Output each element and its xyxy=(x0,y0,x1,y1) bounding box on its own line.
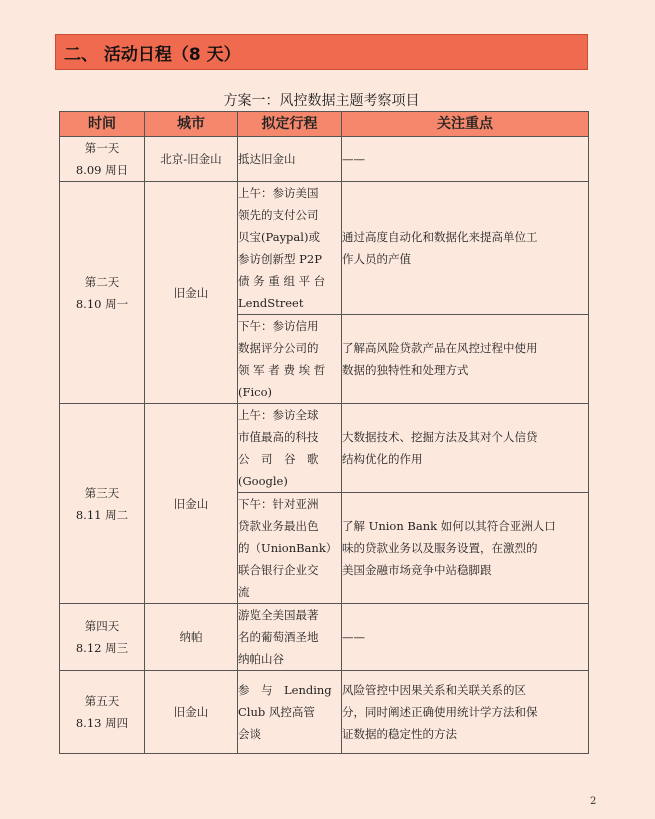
plan-caption: 方案一：风控数据主题考察项目 xyxy=(223,93,420,109)
itinerary-line: 贷款业务最出色 xyxy=(238,519,319,533)
itinerary-line: 债 务 重 组 平 台 xyxy=(238,274,326,288)
day-cell xyxy=(60,182,145,404)
day-label: 第一天 xyxy=(84,141,120,155)
focus-line: 风险管控中因果关系和关联关系的区 xyxy=(342,683,526,697)
focus-line: 作人员的产值 xyxy=(342,252,411,266)
day-label: 第五天 xyxy=(84,694,120,708)
itinerary-cell xyxy=(238,404,342,493)
itinerary-line: 领 军 者 费 埃 哲 xyxy=(238,363,326,377)
focus-cell xyxy=(342,404,589,493)
itinerary-line: (Google) xyxy=(238,474,288,488)
itinerary-line: 的（UnionBank） xyxy=(238,541,338,555)
itinerary-line: 数据评分公司的 xyxy=(238,341,319,355)
focus-line: 通过高度自动化和数据化来提高单位工 xyxy=(342,230,538,244)
itinerary-line: (Fico) xyxy=(238,385,272,399)
focus-line: —— xyxy=(342,630,365,644)
city-cell: 旧金山 xyxy=(145,182,238,404)
focus-cell xyxy=(342,137,589,182)
focus-line: 分，同时阐述正确使用统计学方法和保 xyxy=(342,705,538,719)
city-cell: 旧金山 xyxy=(145,671,238,754)
city-cell: 北京-旧金山 xyxy=(145,137,238,182)
itinerary-line: 抵达旧金山 xyxy=(238,152,296,166)
day-label: 第三天 xyxy=(84,485,120,500)
itinerary-cell xyxy=(238,137,342,182)
day-date: 8.09 周日 xyxy=(75,163,129,177)
section-title: 二、 活动日程（8 天） xyxy=(55,34,588,70)
itinerary-cell xyxy=(238,671,342,754)
itinerary-line: 领先的支付公司 xyxy=(238,208,319,222)
focus-cell xyxy=(342,315,589,404)
header-itinerary: 拟定行程 xyxy=(238,112,342,137)
itinerary-line: 上午：参访美国 xyxy=(238,186,319,200)
day-date: 8.13 周四 xyxy=(75,716,129,730)
itinerary-cell xyxy=(238,493,342,604)
focus-line: 大数据技术、挖掘方法及其对个人信贷 xyxy=(342,430,538,444)
day-label: 第四天 xyxy=(84,619,120,633)
day-cell xyxy=(60,404,145,604)
table-row xyxy=(60,604,589,671)
itinerary-line: 市值最高的科技 xyxy=(238,430,319,444)
itinerary-line: LendStreet xyxy=(238,296,304,310)
day-cell xyxy=(60,604,145,671)
page-number: 2 xyxy=(590,796,597,807)
day-cell xyxy=(60,137,145,182)
focus-cell xyxy=(342,493,589,604)
focus-line: 了解 Union Bank 如何以其符合亚洲人口 xyxy=(342,519,556,533)
table-row xyxy=(60,404,589,493)
day-date: 8.11 周二 xyxy=(75,507,129,522)
itinerary-cell xyxy=(238,182,342,315)
focus-cell xyxy=(342,671,589,754)
focus-line: 美国金融市场竞争中站稳脚跟 xyxy=(342,563,492,577)
table-row xyxy=(60,671,589,754)
itinerary-line: 游览全美国最著 xyxy=(238,608,319,622)
itinerary-line: 上午：参访全球 xyxy=(238,408,319,422)
itinerary-line: 纳帕山谷 xyxy=(238,652,284,666)
itinerary-line: 联合银行企业交 xyxy=(238,563,319,577)
focus-line: 了解高风险贷款产品在风控过程中使用 xyxy=(342,341,538,355)
header-time: 时间 xyxy=(60,112,145,137)
itinerary-line: 贝宝(Paypal)或 xyxy=(238,230,320,244)
city-cell: 旧金山 xyxy=(145,404,238,604)
focus-line: 结构优化的作用 xyxy=(342,452,423,466)
day-date: 8.12 周三 xyxy=(75,641,129,655)
itinerary-line: 参访创新型 P2P xyxy=(238,252,322,266)
focus-cell xyxy=(342,182,589,315)
itinerary-line: 会谈 xyxy=(238,727,261,741)
focus-line: 证数据的稳定性的方法 xyxy=(342,727,457,741)
itinerary-line: 下午：参访信用 xyxy=(238,319,319,333)
itinerary-line: Club 风控高管 xyxy=(238,705,315,719)
schedule-table xyxy=(59,111,589,754)
table-row xyxy=(60,182,589,315)
itinerary-cell xyxy=(238,604,342,671)
table-header-row xyxy=(60,112,589,137)
city-cell: 纳帕 xyxy=(145,604,238,671)
day-label: 第二天 xyxy=(84,274,120,289)
table-row xyxy=(60,137,589,182)
focus-cell xyxy=(342,604,589,671)
day-date: 8.10 周一 xyxy=(75,296,129,311)
focus-line: —— xyxy=(342,152,365,166)
header-focus: 关注重点 xyxy=(342,112,589,137)
itinerary-line: 参 与 Lending xyxy=(238,683,332,697)
focus-line: 味的贷款业务以及服务设置，在激烈的 xyxy=(342,541,538,555)
itinerary-line: 流 xyxy=(238,585,250,599)
day-cell xyxy=(60,671,145,754)
focus-line: 数据的独特性和处理方式 xyxy=(342,363,469,377)
itinerary-line: 公 司 谷 歌 xyxy=(238,452,319,466)
itinerary-cell xyxy=(238,315,342,404)
itinerary-line: 名的葡萄酒圣地 xyxy=(238,630,319,644)
itinerary-line: 下午：针对亚洲 xyxy=(238,497,319,511)
header-city: 城市 xyxy=(145,112,238,137)
